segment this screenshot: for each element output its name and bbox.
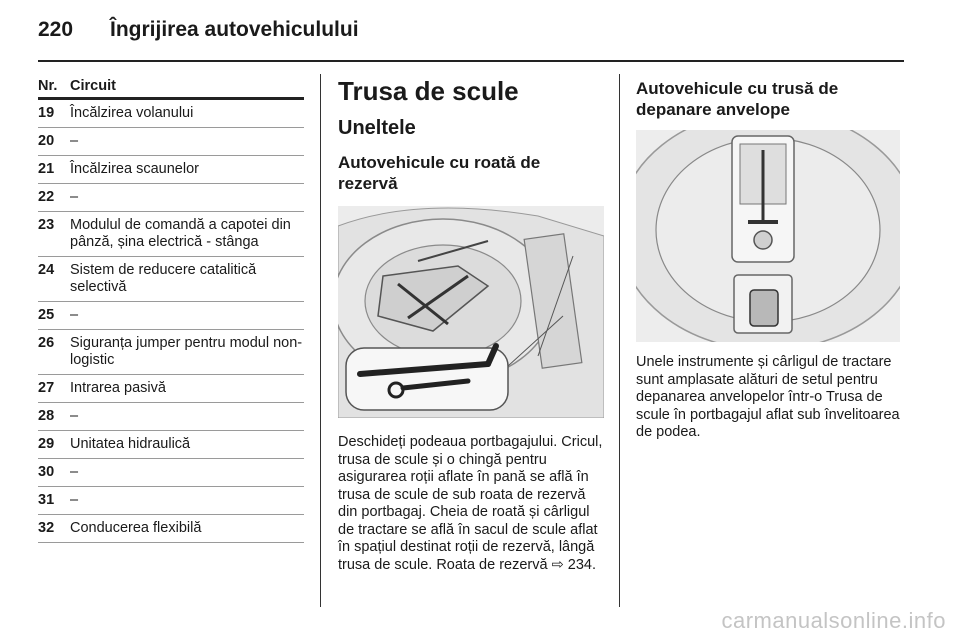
- fuse-number: 21: [38, 161, 55, 177]
- table-row: [38, 100, 304, 128]
- fuse-number: 29: [38, 436, 55, 452]
- repair-kit-body: Unele instrumente și cârligul de tractare sunt amplasate alături de setul pentru depanarea anvelopelor într-o Trusa de scule în portbagajul aflat sub învelitoarea de podea.: [636, 354, 900, 440]
- column-divider: [320, 74, 321, 607]
- fuse-table: [38, 78, 304, 543]
- fuse-circuit: Unitatea hidraulică: [70, 436, 191, 452]
- fuse-circuit: Siguranța jumper pentru modul non-logistic: [70, 335, 303, 368]
- fuse-circuit: –: [70, 307, 79, 323]
- table-row: [38, 375, 304, 403]
- page-title: Îngrijirea autovehiculului: [110, 18, 359, 41]
- fuse-number: 22: [38, 189, 55, 205]
- watermark: carmanualsonline.info: [721, 608, 946, 633]
- heading-spare-wheel: Autovehicule cu roată de rezervă: [338, 153, 541, 193]
- fuse-circuit: –: [70, 133, 79, 149]
- fuse-number: 28: [38, 408, 55, 424]
- table-row: [38, 330, 304, 375]
- page-header: [38, 14, 904, 62]
- column-header-circuit: Circuit: [70, 78, 116, 94]
- fuse-number: 25: [38, 307, 55, 323]
- table-row: [38, 156, 304, 184]
- toolkit-section: [338, 76, 604, 574]
- page-reference: 234.: [567, 556, 597, 573]
- table-row: [38, 128, 304, 156]
- table-row: [38, 257, 304, 302]
- fuse-number: 32: [38, 520, 55, 536]
- table-row: [38, 184, 304, 212]
- fuse-number: 27: [38, 380, 55, 396]
- fuse-number: 19: [38, 105, 55, 121]
- fuse-circuit: Modulul de comandă a capotei din pânză, șina electrică - stânga: [70, 217, 291, 250]
- fuse-number: 23: [38, 217, 55, 233]
- section-title: Trusa de scule: [338, 76, 519, 106]
- spare-wheel-text: Deschideți podeaua portbagajului. Cricul, trusa de scule și o chingă pentru asigurarea roții aflate în pană se află în trusa de scule de sub roata de rezervă din portbagaj. Cheia de roată și cârligul de tractare se află în sacul de scule aflat în spațiul destinat roții de rezervă, lângă trusa de scule. Roata de rezervă: [338, 434, 603, 573]
- page-number: 220: [38, 18, 74, 41]
- table-header: [38, 78, 304, 100]
- fuse-number: 31: [38, 492, 55, 508]
- fuse-number: 30: [38, 464, 55, 480]
- fuse-circuit: –: [70, 492, 79, 508]
- heading-tyre-repair: Autovehicule cu trusă de depanare anvelope: [636, 79, 839, 119]
- fuse-circuit: –: [70, 189, 79, 205]
- spare-wheel-toolkit-illustration: [338, 206, 604, 418]
- section-subtitle: Uneltele: [338, 117, 416, 139]
- column-header-nr: Nr.: [38, 78, 58, 94]
- fuse-number: 26: [38, 335, 55, 351]
- fuse-circuit: Sistem de reducere catalitică selectivă: [70, 262, 257, 295]
- fuse-circuit: Conducerea flexibilă: [70, 520, 202, 536]
- fuse-circuit: –: [70, 408, 79, 424]
- table-row: [38, 403, 304, 431]
- table-row: [38, 431, 304, 459]
- fuse-circuit: Intrarea pasivă: [70, 380, 166, 396]
- fuse-number: 24: [38, 262, 55, 278]
- repair-kit-section: [636, 76, 902, 442]
- spare-wheel-body: [338, 434, 604, 574]
- fuse-circuit: Încălzirea scaunelor: [70, 161, 199, 177]
- fuse-number: 20: [38, 133, 55, 149]
- column-divider: [619, 74, 620, 607]
- arrow-ref-icon: ⇨: [551, 556, 564, 573]
- table-row: [38, 487, 304, 515]
- table-row: [38, 515, 304, 543]
- table-row: [38, 212, 304, 257]
- fuse-circuit: –: [70, 464, 79, 480]
- fuse-circuit: Încălzirea volanului: [70, 105, 194, 121]
- table-row: [38, 302, 304, 330]
- tyre-repair-kit-illustration: [636, 130, 900, 342]
- table-row: [38, 459, 304, 487]
